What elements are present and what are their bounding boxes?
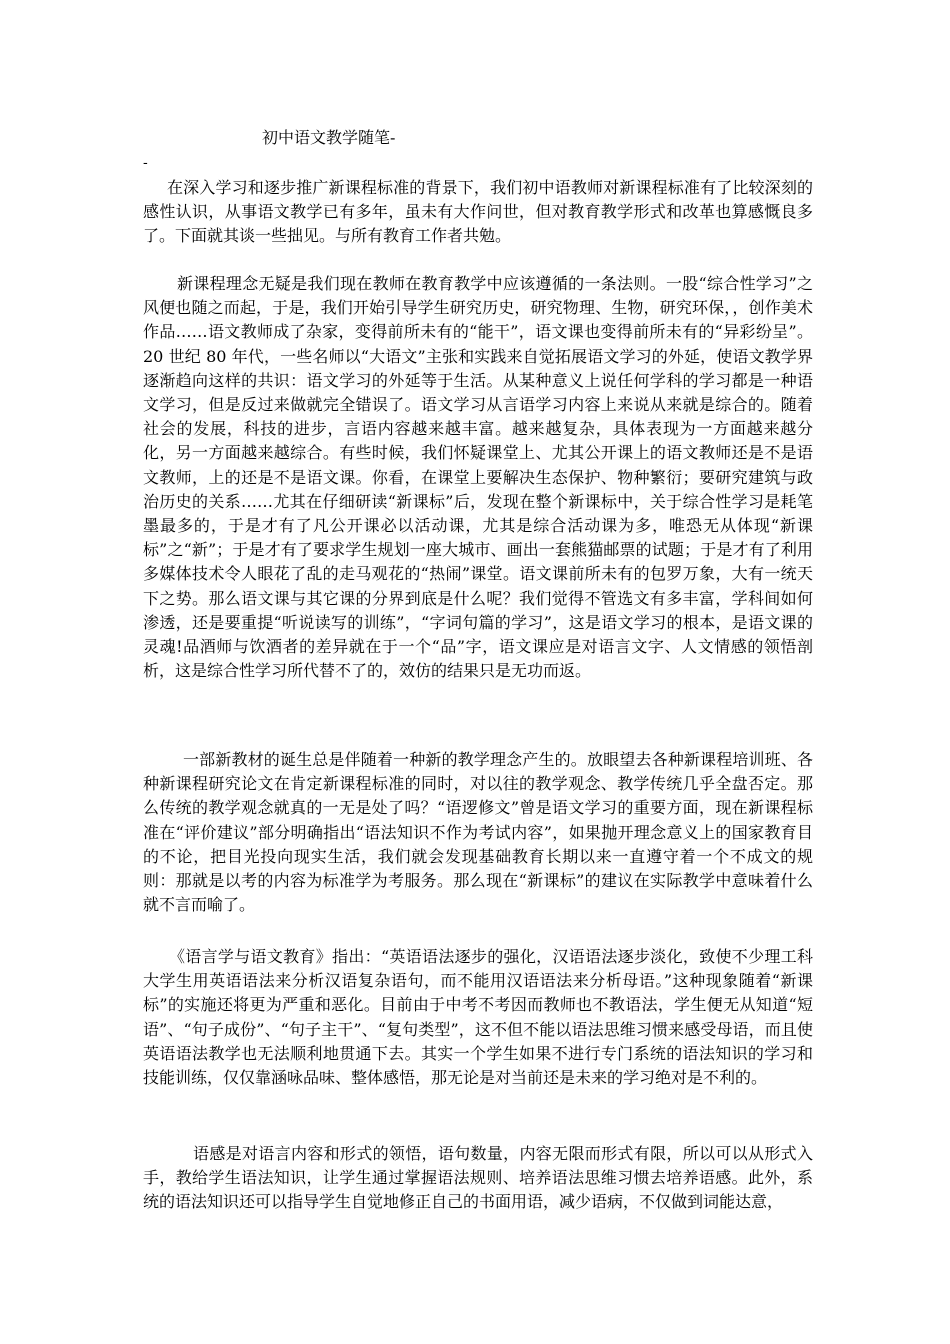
paragraph-new-textbook: 一部新教材的诞生总是伴随着一种新的教学理念产生的。放眼望去各种新课程培训班、各种新课程研究论文在肯定新课程标准的同时，对以往的教学观念、教学传统几乎全盘否定。那么传统的教学观念就真的一无是处了吗？“语逻修文”曾是语文学习的重要方面，现在新课程标准在“评价建议”部分明确指出“语法知识不作为考试内容”，如果抛开理念意义上的国家教育目的不论，把目光投向现实生活，我们就会发现基础教育长期以来一直遵守着一个不成文的规则：那就是以考的内容为标准学为考服务。那么现在“新课标”的建议在实际教学中意味着什么就不言而喻了。 xyxy=(143,750,813,915)
paragraph-intro: 在深入学习和逐步推广新课程标准的背景下，我们初中语教师对新课程标准有了比较深刻的感性认识，从事语文教学已有多年，虽未有大作问世，但对教育教学形式和改革也算感慨良多了。下面就其谈一些拙见。与所有教育工作者共勉。 xyxy=(143,178,813,246)
document-title: 初中语文教学随笔- xyxy=(262,128,396,147)
paragraph-language-sense: 语感是对语言内容和形式的领悟，语句数量，内容无限而形式有限，所以可以从形式入手，教给学生语法知识，让学生通过掌握语法规则、培养语法思维习惯去培养语感。此外，系统的语法知识还可以指导学生自觉地修正自己的书面用语，减少语病，不仅做到词能达意， xyxy=(143,1144,813,1212)
title-continuation-dash: - xyxy=(143,155,148,171)
paragraph-new-curriculum: 新课程理念无疑是我们现在教师在教育教学中应该遵循的一条法则。一股“综合性学习”之风便也随之而起，于是，我们开始引导学生研究历史，研究物理、生物，研究环保，，创作美术作品……语文教师成了杂家，变得前所未有的“能干”，语文课也变得前所未有的“异彩纷呈”。20 世纪 80 年代，一些名师以“大语文”主张和实践来自觉拓展语文学习的外延，使语文教学界逐渐趋向这样的共识：语文学习的外延等于生活。从某种意义上说任何学科的学习都是一种语文学习，但是反过来做就完全错误了。语文学习从言语学习内容上来说从来就是综合的。随着社会的发展，科技的进步，言语内容越来越丰富。越来越复杂，具体表现为一方面越来越分化，另一方面越来越综合。有些时候，我们怀疑课堂上、尤其公开课上的语文教师还是不是语文教师，上的还是不是语文课。你看，在课堂上要解决生态保护、物种繁衍；要研究建筑与政治历史的关系……尤其在仔细研读“新课标”后，发现在整个新课标中，关于综合性学习是耗笔墨最多的，于是才有了凡公开课必以活动课，尤其是综合活动课为多，唯恐无从体现“新课标”之“新”；于是才有了要求学生规划一座大城市、画出一套熊猫邮票的试题；于是才有了利用多媒体技术令人眼花了乱的走马观花的“热闹”课堂。语文课前所未有的包罗万象，大有一统天下之势。那么语文课与其它课的分界到底是什么呢？我们觉得不管选文有多丰富，学科间如何渗透，还是要重提“听说读写的训练”，“字词句篇的学习”，这是语文学习的根本，是语文课的灵魂!品酒师与饮酒者的差异就在于一个“品”字，语文课应是对语言文字、人文情感的领悟剖析，这是综合性学习所代替不了的，效仿的结果只是无功而返。 xyxy=(143,274,813,681)
paragraph-linguistics: 《语言学与语文教育》指出：“英语语法逐步的强化，汉语语法逐步淡化，致使不少理工科大学生用英语语法来分析汉语复杂语句，而不能用汉语语法来分析母语。”这种现象随着“新课标”的实施还将更为严重和恶化。目前由于中考不考因而教师也不教语法，学生便无从知道“短语”、“句子成份”、“句子主干”、“复句类型”，这不但不能以语法思维习惯来感受母语，而且使英语语法教学也无法顺利地贯通下去。其实一个学生如果不进行专门系统的语法知识的学习和技能训练，仅仅靠涵咏品味、整体感悟，那无论是对当前还是未来的学习绝对是不利的。 xyxy=(143,947,813,1088)
